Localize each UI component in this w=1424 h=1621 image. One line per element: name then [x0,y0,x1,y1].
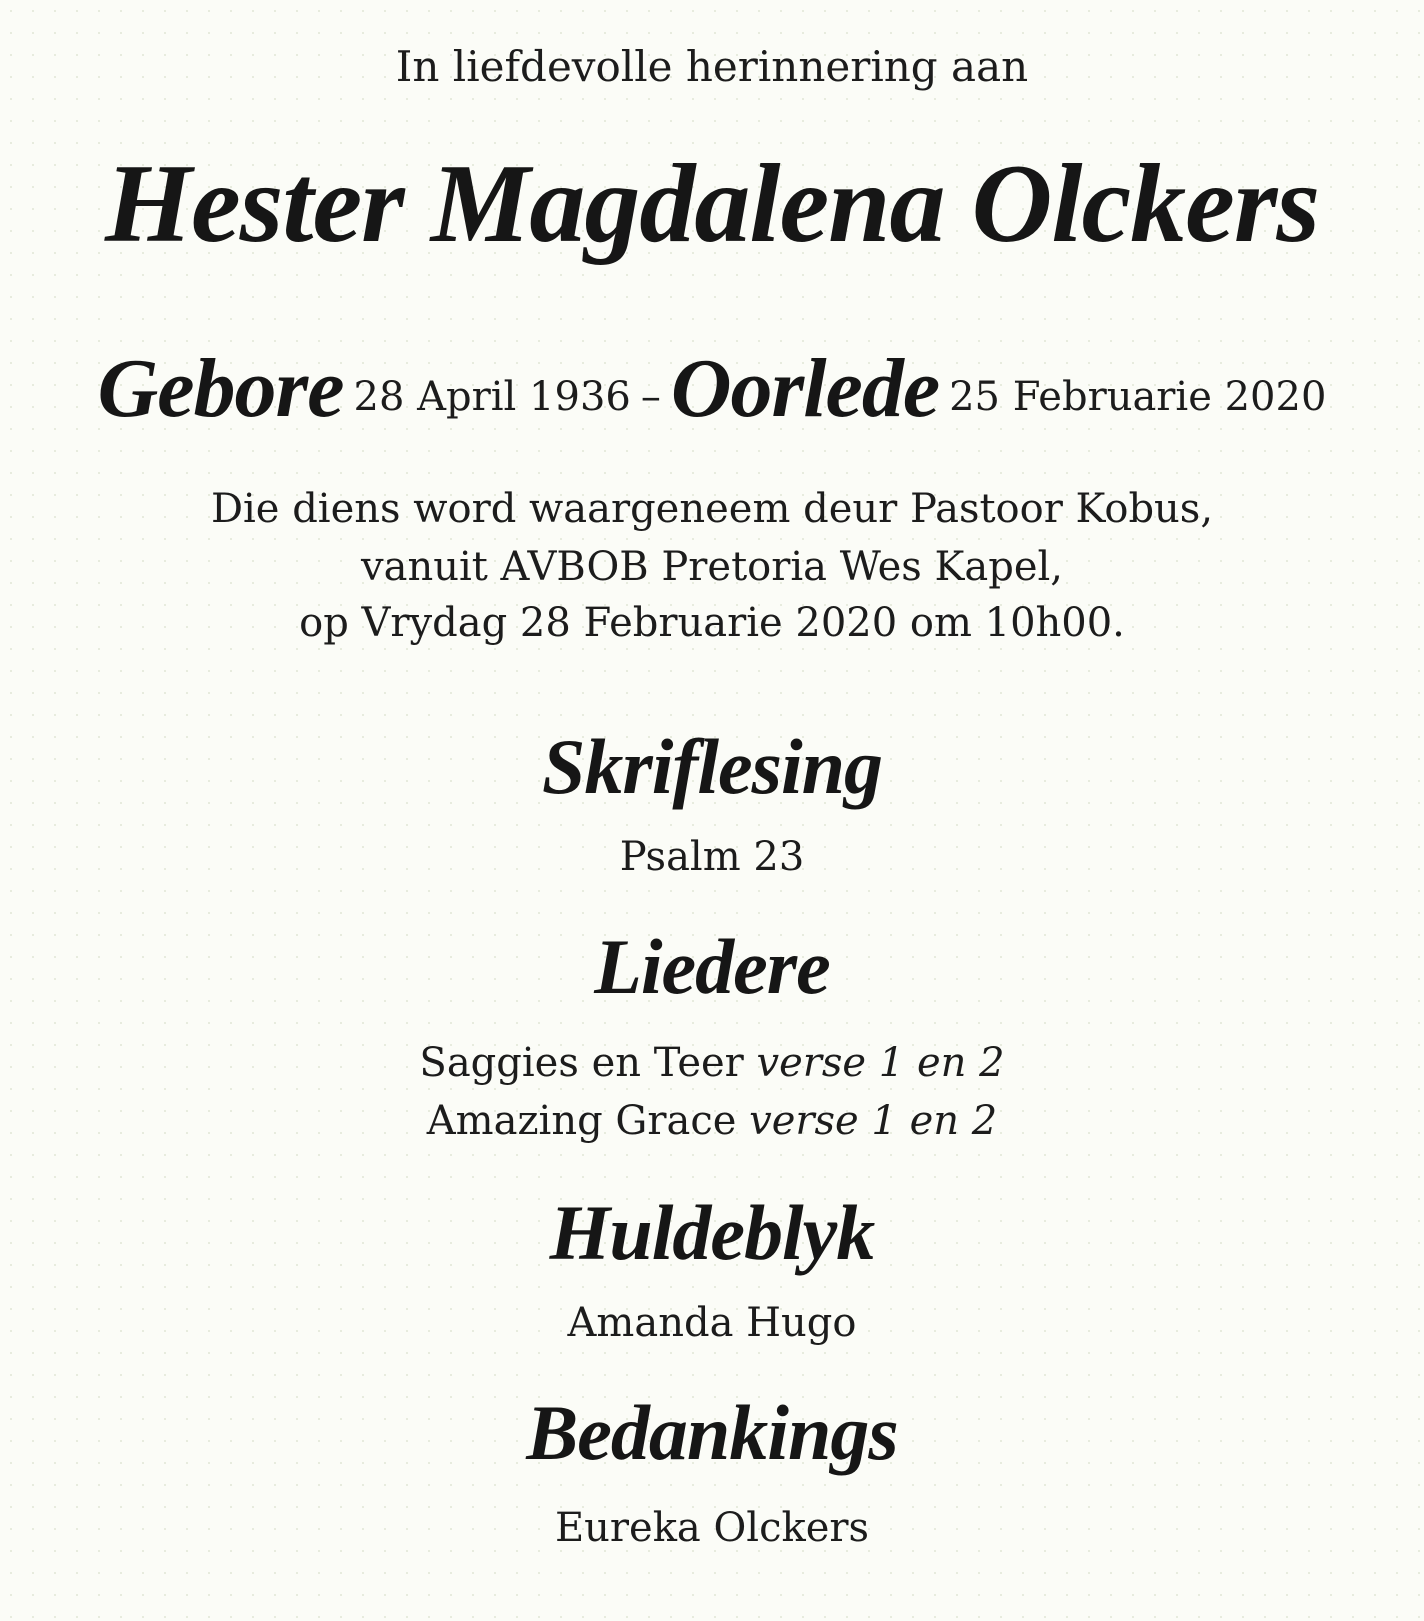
thanks-name: Eureka Olckers [554,1505,870,1551]
song-item [0,1040,1424,1086]
service-line-3: op Vrydag 28 Februarie 2020 om 10h00. [299,600,1125,646]
songs-heading: Liedere [594,923,830,1010]
died-label: Oorlede [670,342,940,435]
song-title: Saggies en Teer [419,1040,744,1086]
song-item [0,1098,1424,1144]
born-label: Gebore [97,342,344,435]
dates-line [0,340,1424,437]
song-title: Amazing Grace [426,1098,737,1144]
scripture-heading: Skriflesing [541,723,883,810]
service-line-1: Die diens word waargeneem deur Pastoor Kobus, [210,486,1214,532]
died-date: 25 Februarie 2020 [949,374,1327,420]
born-date: 28 April 1936 [353,374,631,420]
tribute-name: Amanda Hugo [567,1300,857,1346]
scripture-text: Psalm 23 [619,834,805,880]
deceased-name: Hester Magdalena Olckers [104,142,1320,266]
thanks-heading: Bedankings [526,1389,898,1476]
song-verses: verse 1 en 2 [749,1098,998,1144]
service-line-2: vanuit AVBOB Pretoria Wes Kapel, [361,544,1063,590]
tribute-heading: Huldeblyk [549,1189,875,1276]
date-separator: – [640,374,661,420]
song-verses: verse 1 en 2 [756,1040,1005,1086]
intro-text: In liefdevolle herinnering aan [395,42,1029,91]
